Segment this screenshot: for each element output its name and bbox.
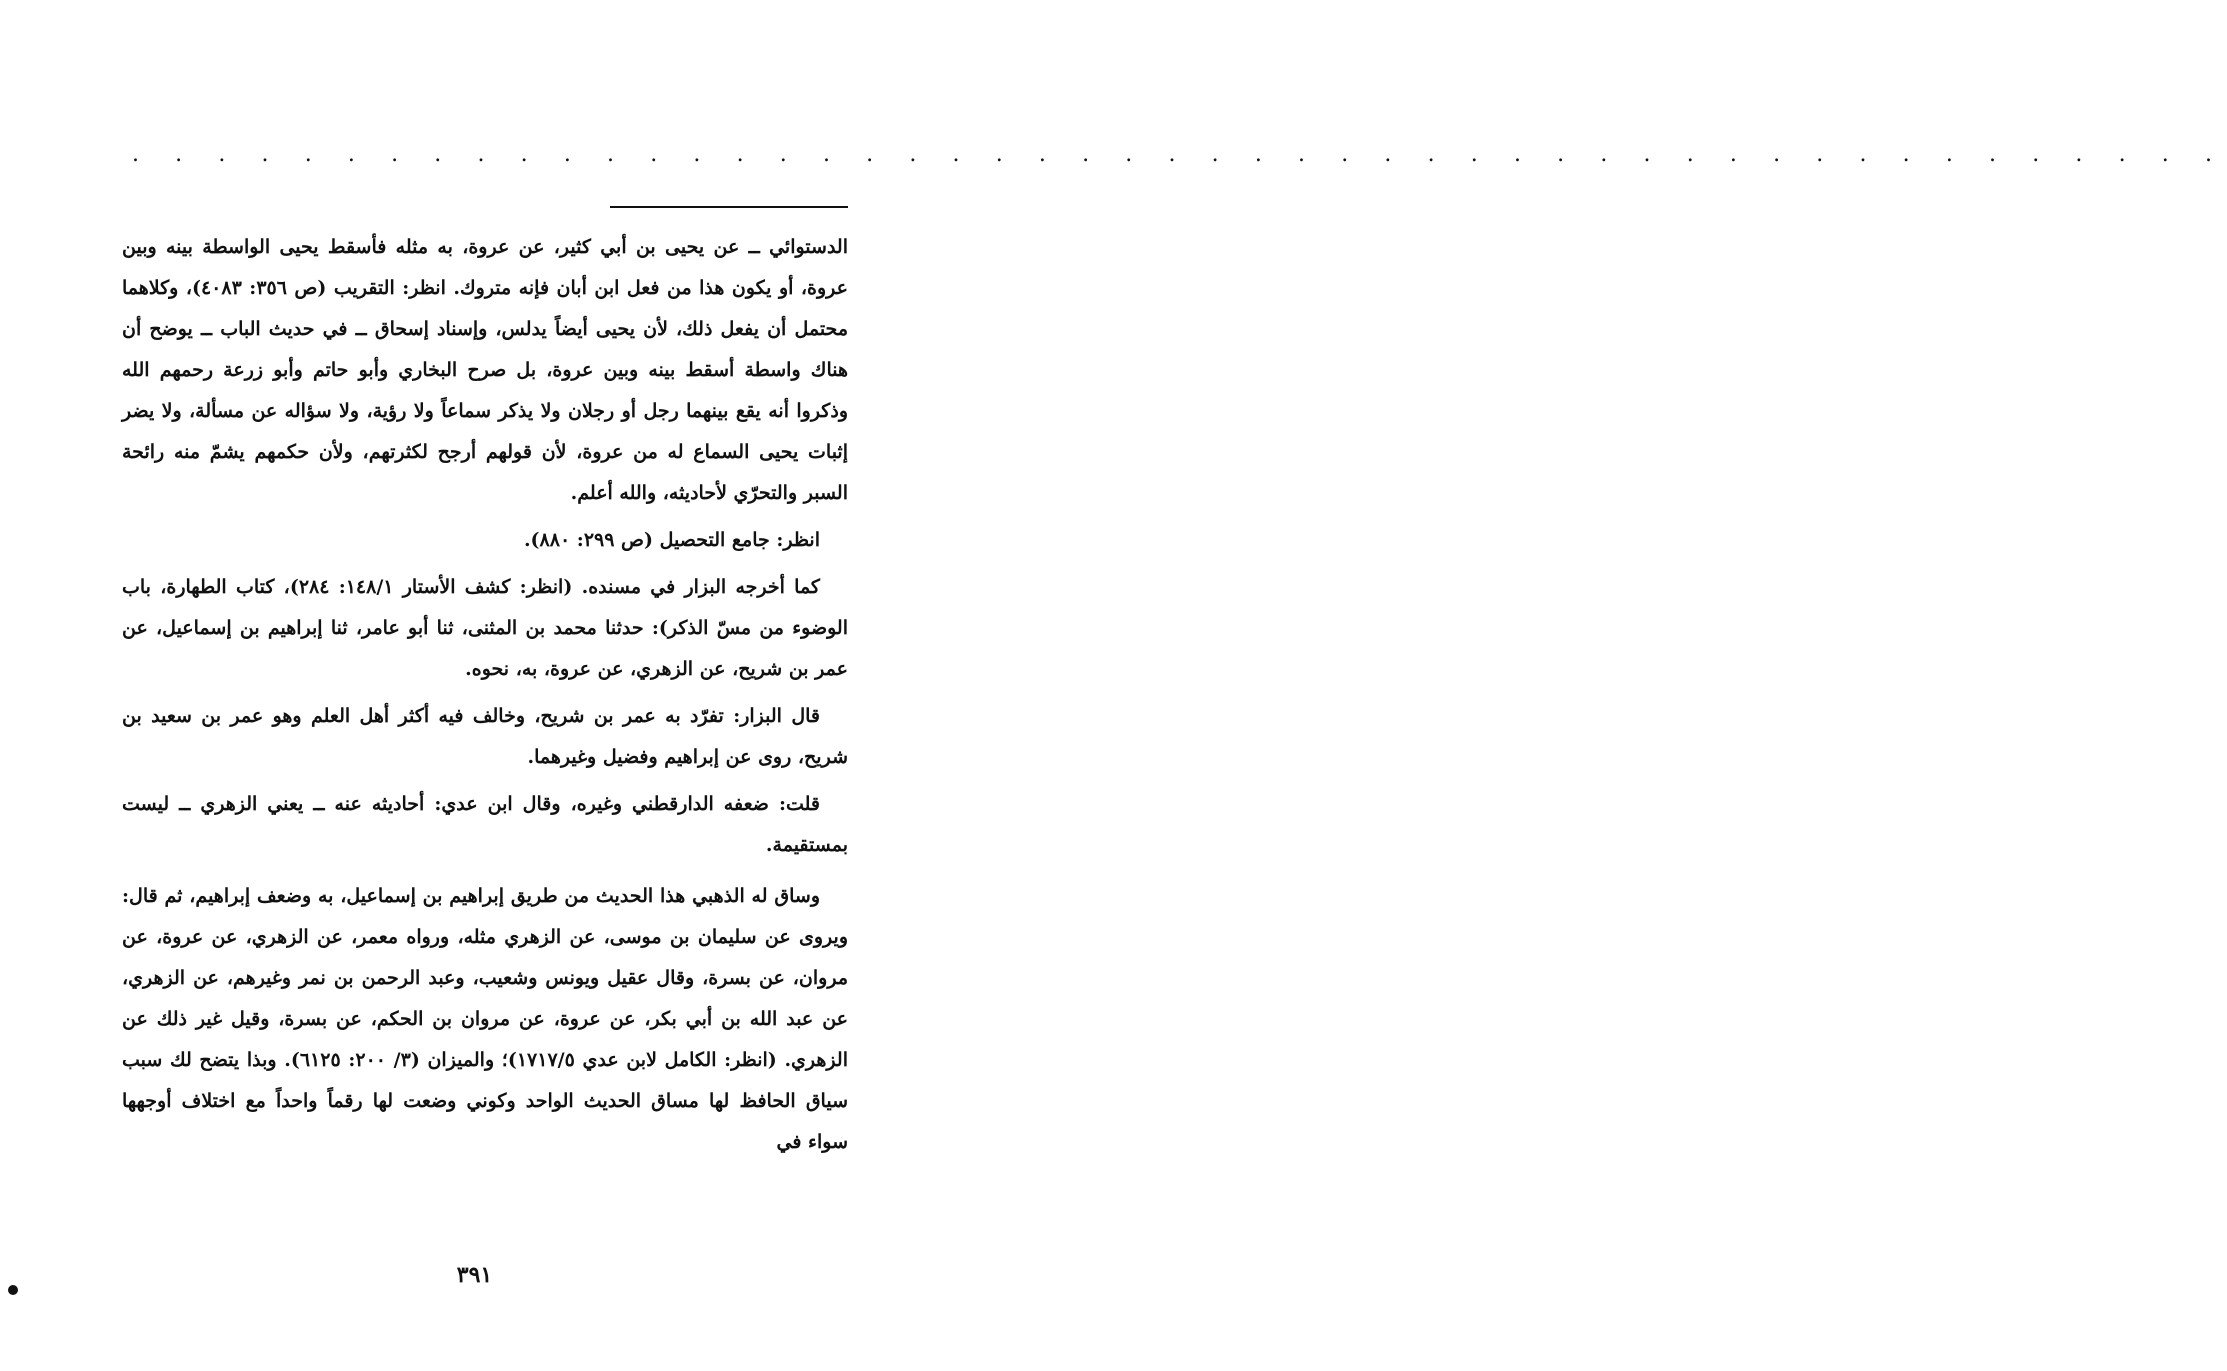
margin-dot [8, 1285, 18, 1295]
paragraph: الدستوائي ــ عن يحيى بن أبي كثير، عن عروة، به مثله فأسقط يحيى الواسطة بينه وبين عروة، أو يكون هذا من فعل ابن أبان فإنه متروك. انظر: التقريب (ص ٣٥٦: ٤٠٨٣)، وكلاهما محتمل أن يفعل ذلك، لأن يحيى أيضاً يدلس، وإسناد إسحاق ــ في حديث الباب ــ يوضح أن هناك واسطة أسقط بينه وبين عروة، بل صرح البخاري وأبو حاتم وأبو زرعة رحمهم الله وذكروا أنه يقع بينهما رجل أو رجلان ولا يذكر سماعاً ولا رؤية، ولا سؤاله عن مسألة، ولا يضر إثبات يحيى السماع له من عروة، لأن قولهم أرجح لكثرتهم، ولأن حكمهم يشمّ منه رائحة السبر والتحرّي لأحاديثه، والله أعلم. [122, 236, 848, 504]
paragraph: كما أخرجه البزار في مسنده. (انظر: كشف الأستار ١٤٨/١: ٢٨٤)، كتاب الطهارة، باب الوضوء من مسّ الذكر): حدثنا محمد بن المثنى، ثنا أبو عامر، ثنا إبراهيم بن إسماعيل، عن عمر بن شريح، عن الزهري، عن عروة، به، نحوه. [122, 576, 848, 680]
paragraph: قلت: ضعفه الدارقطني وغيره، وقال ابن عدي: أحاديثه عنه ــ يعني الزهري ــ ليست بمستقيمة. [122, 793, 848, 856]
page-number: ٣٩١ [456, 1262, 493, 1288]
separator-dots: . . . . . . . . . . . . . . . . . . . . . . . . . . . . . . . . . . . . . . . . . . . . . . . . . [132, 142, 2227, 167]
paragraph: قال البزار: تفرّد به عمر بن شريح، وخالف فيه أكثر أهل العلم وهو عمر بن سعيد بن شريح، روى عن إبراهيم وفضيل وغيرهما. [122, 705, 848, 768]
paragraph: انظر: جامع التحصيل (ص ٢٩٩: ٨٨٠). [523, 529, 820, 551]
footnote-rule [610, 206, 848, 208]
paragraph: وساق له الذهبي هذا الحديث من طريق إبراهيم بن إسماعيل، به وضعف إبراهيم، ثم قال: ويروى عن سليمان بن موسى، عن الزهري مثله، ورواه معمر، عن الزهري، عن عروة، عن مروان، عن بسرة، وقال عقيل ويونس وشعيب، وعبد الرحمن بن نمر وغيرهم، عن الزهري، عن عبد الله بن أبي بكر، عن عروة، عن مروان بن الحكم، عن بسرة، وقيل غير ذلك عن الزهري. (انظر: الكامل لابن عدي ١٧١٧/٥)؛ والميزان (٣/ ٢٠٠: ٦١٢٥). وبذا يتضح لك سبب سياق الحافظ لها مساق الحديث الواحد وكوني وضعت لها رقماً واحداً مع اختلاف أوجهها سواء في [122, 885, 848, 1153]
footnote-text [122, 227, 848, 1163]
